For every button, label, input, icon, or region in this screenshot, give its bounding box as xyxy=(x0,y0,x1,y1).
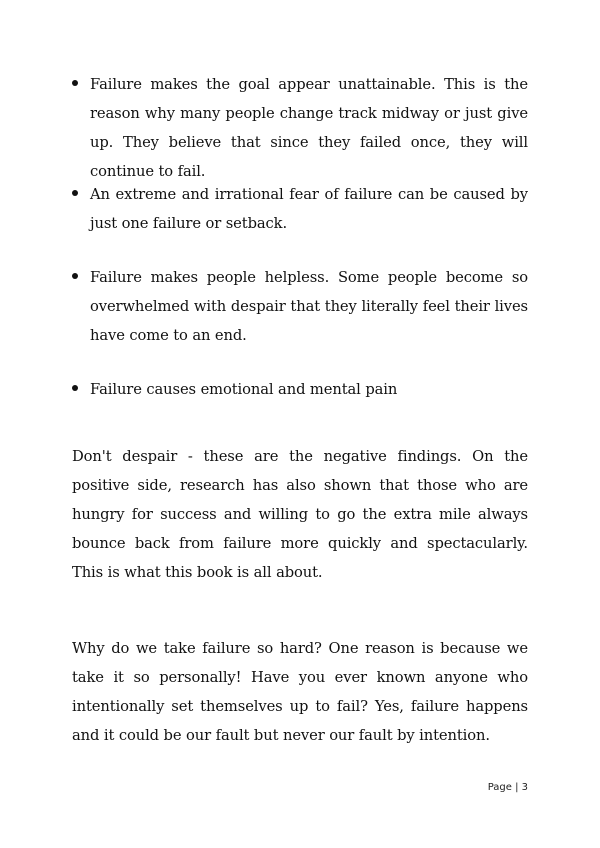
bullet-icon xyxy=(72,190,78,196)
bullet-icon xyxy=(72,80,78,86)
bullet-item xyxy=(72,180,528,238)
bullet-item xyxy=(72,70,528,186)
bullet-icon xyxy=(72,273,78,279)
bullet-text: An extreme and irrational fear of failure can be caused by just one failure or setback. xyxy=(90,186,528,232)
bullet-text: Failure makes people helpless. Some people become so overwhelmed with despair that they literally feel their lives have come to an end. xyxy=(90,269,528,344)
bullet-text: Failure makes the goal appear unattainable. This is the reason why many people change track midway or just give up. They believe that since they failed once, they will continue to fail. xyxy=(90,76,528,180)
bullet-text: Failure causes emotional and mental pain xyxy=(90,381,398,398)
body-paragraph: Don't despair - these are the negative findings. On the positive side, research has also shown that those who are hungry for success and willing to go the extra mile always bounce back from failure more quickly and spectacularly. This is what this book is all about. xyxy=(72,448,528,581)
bullet-item xyxy=(72,375,528,404)
page-number: Page | 3 xyxy=(487,782,528,793)
body-paragraph: Why do we take failure so hard? One reason is because we take it so personally! Have you ever known anyone who intentionally set themselves up to fail? Yes, failure happens and it could be our fault but never our fault by intention. xyxy=(72,640,528,744)
bullet-item xyxy=(72,263,528,350)
bullet-icon xyxy=(72,385,78,391)
